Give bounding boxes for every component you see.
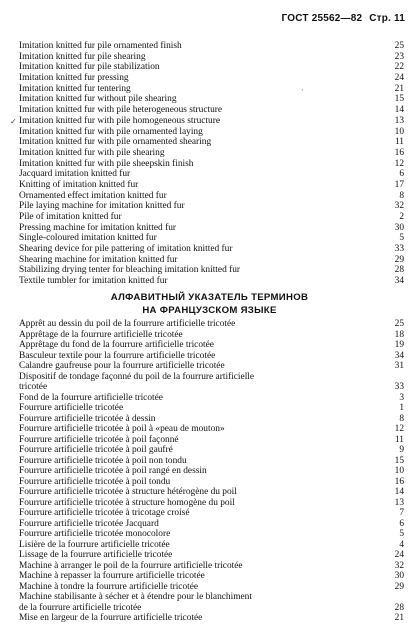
index-term: Machine stabilisante à sécher et à étendre pour le blanchiment	[19, 592, 252, 602]
index-term: Jacquard imitation knitted fur	[19, 169, 131, 180]
index-term: Shearing device for pile pattering of imitation knitted fur	[19, 244, 233, 255]
index-term: Imitation knitted fur with pile ornamented laying	[19, 126, 203, 137]
index-entry	[19, 476, 404, 488]
index-term: Fourrure artificielle tricotée Jacquard	[19, 518, 159, 529]
index-term: Imitation knitted fur pile stabilization	[19, 62, 160, 73]
term-number: 30	[394, 222, 404, 233]
index-entry	[19, 340, 404, 351]
index-entry	[19, 179, 404, 191]
term-number: 16	[394, 147, 404, 158]
french-index-title-line1: АЛФАВИТНЫЙ УКАЗАТЕЛЬ ТЕРМИНОВ	[110, 292, 309, 303]
term-number: 29	[394, 581, 404, 592]
index-entry	[19, 581, 404, 593]
index-term: Fourrure artificielle tricotée monocolore	[19, 529, 171, 539]
index-entry	[19, 265, 404, 276]
scan-speck: ✓	[10, 117, 17, 126]
index-entry	[19, 254, 404, 266]
index-entry	[19, 222, 404, 234]
index-term: Fourrure artificielle tricotée à poil à «peau de mouton»	[19, 424, 225, 434]
index-entry	[19, 613, 404, 624]
index-term: Imitation knitted fur with pile homogeneous structure	[19, 115, 220, 126]
index-term: Fourrure artificielle tricotée à poil tondu	[19, 476, 171, 487]
term-number: 15	[394, 455, 404, 466]
index-term: Fourrure artificielle tricotée à poil gaufré	[19, 445, 173, 455]
index-term: Imitation knitted fur tentering	[19, 83, 131, 94]
index-entry	[19, 382, 404, 393]
page-header	[282, 13, 405, 24]
term-number: 32	[394, 560, 404, 571]
term-number: 23	[394, 51, 404, 62]
term-number: 29	[394, 254, 404, 265]
index-entry	[19, 466, 404, 477]
index-entry	[19, 41, 404, 52]
index-entry	[19, 497, 404, 509]
index-term: Pile of imitation knitted fur	[19, 212, 122, 222]
index-term: Imitation knitted fur pressing	[19, 73, 129, 84]
index-entry	[19, 455, 404, 467]
term-number: 32	[394, 201, 404, 212]
term-number: 10	[394, 126, 404, 137]
term-number: 3	[399, 392, 404, 403]
term-number: 15	[394, 94, 404, 105]
index-term: Imitation knitted fur pile ornamented finish	[19, 41, 182, 51]
index-term: Apprêtage du fond de la fourrure artificielle tricotée	[19, 340, 214, 350]
term-number: 8	[399, 190, 404, 201]
index-term: tricotée	[19, 382, 48, 392]
index-entry	[19, 147, 404, 159]
index-entry	[19, 244, 404, 255]
index-term: Machine à repasser la fourrure artificielle tricotée	[19, 571, 205, 581]
index-entry	[19, 403, 404, 414]
index-entry	[19, 372, 391, 383]
index-term: Fourrure artificielle tricotée à structure homogène du poil	[19, 497, 235, 508]
index-term: Pile laying machine for imitation knitted fur	[19, 201, 185, 212]
term-number: 9	[399, 445, 404, 455]
term-number: 12	[394, 158, 404, 169]
term-number: 19	[394, 340, 404, 350]
index-term: Fourrure artificielle tricotée à poil rangé en dessin	[19, 466, 207, 476]
term-number: 22	[394, 62, 404, 73]
french-term-list	[19, 319, 404, 624]
index-term: Fourrure artificielle tricotée	[19, 403, 124, 413]
page-number: Стр. 11	[369, 13, 405, 24]
term-number: 6	[399, 518, 404, 529]
term-number: 1	[399, 403, 404, 413]
index-entry	[19, 201, 404, 212]
term-number: 34	[394, 276, 404, 287]
index-entry	[19, 434, 404, 446]
term-number: 2	[399, 212, 404, 222]
index-entry	[19, 158, 404, 170]
index-entry	[19, 361, 404, 372]
term-number: 18	[394, 329, 404, 340]
index-term: Machine à tondre la fourrure artificielle tricotée	[19, 581, 199, 592]
term-number: 21	[394, 83, 404, 94]
index-entry	[19, 319, 404, 330]
index-entry	[19, 508, 404, 519]
index-term: Fourrure artificielle tricotée à poil non tondu	[19, 455, 187, 466]
index-entry	[19, 424, 404, 435]
index-entry	[19, 212, 404, 223]
term-number: 6	[399, 169, 404, 180]
index-term: de la fourrure artificielle tricotée	[19, 602, 142, 613]
index-entry	[19, 137, 404, 148]
index-term: Fond de la fourrure artificielle tricotée	[19, 392, 163, 403]
index-entry	[19, 62, 404, 73]
index-term: Fourrure artificielle tricotée à tricotage croisé	[19, 508, 190, 518]
scan-speck: ·	[301, 86, 304, 95]
term-number: 24	[394, 73, 404, 84]
term-number: 13	[394, 497, 404, 508]
index-term: Imitation knitted fur pile shearing	[19, 51, 146, 62]
index-entry	[19, 169, 404, 180]
index-entry	[19, 126, 404, 138]
index-term: Imitation knitted fur with pile shearing	[19, 147, 165, 158]
index-term: Fourrure artificielle tricotée à poil façonné	[19, 434, 179, 445]
term-number: 11	[394, 137, 404, 148]
index-term: Ornamented effect imitation knitted fur	[19, 190, 167, 201]
term-number: 24	[394, 550, 404, 560]
standard-number: ГОСТ 25562—82	[281, 13, 363, 24]
index-term: Calandre gaufreuse pour la fourrure artificielle tricotée	[19, 361, 225, 371]
term-number: 17	[394, 179, 404, 190]
term-number: 12	[394, 424, 404, 434]
french-index-title-line2: НА ФРАНЦУЗСКОМ ЯЗЫКЕ	[142, 305, 277, 316]
term-number: 4	[399, 539, 404, 550]
index-entry	[19, 350, 404, 362]
index-entry	[19, 329, 404, 341]
index-entry	[19, 592, 391, 603]
index-entry	[19, 571, 404, 582]
index-entry	[19, 51, 404, 63]
term-number: 28	[394, 602, 404, 613]
term-number: 25	[394, 319, 404, 329]
index-entry	[19, 560, 404, 572]
index-term: Stabilizing drying tenter for bleaching imitation knitted fur	[19, 265, 241, 276]
index-entry	[19, 190, 404, 202]
index-entry	[19, 539, 404, 551]
french-index-title	[0, 291, 419, 317]
term-number: 10	[394, 466, 404, 476]
index-term: Shearing machine for imitation knitted fur	[19, 254, 178, 265]
index-term: Imitation knitted fur with pile sheepskin finish	[19, 158, 194, 169]
term-number: 5	[399, 529, 404, 539]
index-entry	[19, 105, 404, 116]
index-term: Textile tumbler for imitation knitted fur	[19, 276, 168, 287]
term-number: 25	[394, 41, 404, 51]
term-number: 30	[394, 571, 404, 581]
index-entry	[19, 602, 404, 614]
index-term: Mise en largeur de la fourrure artificielle tricotée	[19, 613, 203, 623]
term-number: 21	[394, 613, 404, 623]
index-term: Knitting of imitation knitted fur	[19, 179, 139, 190]
term-number: 33	[394, 382, 404, 392]
index-entry	[19, 83, 404, 95]
term-number: 34	[394, 350, 404, 361]
index-entry	[19, 115, 404, 127]
index-entry	[19, 276, 404, 287]
index-term: Imitation knitted fur with pile ornamented shearing	[19, 137, 212, 148]
index-entry	[19, 550, 404, 561]
index-term: Fourrure artificielle tricotée à structure hétérogène du poil	[19, 487, 237, 497]
index-term: Imitation knitted fur with pile heterogeneous structure	[19, 105, 223, 116]
index-term: Basculeur textile pour la fourrure artificielle tricotée	[19, 350, 216, 361]
index-term: Fourrure artificielle tricotée à dessin	[19, 413, 156, 424]
term-number: 11	[394, 434, 404, 445]
index-term: Apprêtage de la fourrure artificielle tricotée	[19, 329, 183, 340]
index-entry	[19, 73, 404, 84]
term-number: 14	[394, 487, 404, 497]
term-number: 13	[394, 115, 404, 126]
term-number: 8	[399, 413, 404, 424]
index-term: Machine à arranger le poil de la fourrure artificielle tricotée	[19, 560, 243, 571]
index-entry	[19, 529, 404, 540]
index-entry	[19, 233, 404, 244]
index-term: Apprêt au dessin du poil de la fourrure artificielle tricotée	[19, 319, 236, 329]
term-number: 33	[394, 244, 404, 255]
term-number: 28	[394, 265, 404, 276]
term-number: 31	[394, 361, 404, 371]
index-entry	[19, 518, 404, 530]
term-number: 16	[394, 476, 404, 487]
index-entry	[19, 445, 404, 456]
index-term: Dispositif de tondage façonné du poil de la fourrure artificielle	[19, 371, 255, 382]
index-term: Lissage de la fourrure artificielle tricotée	[19, 550, 173, 560]
index-term: Single-coloured imitation knitted fur	[19, 233, 157, 244]
term-number: 14	[394, 105, 404, 116]
index-term: Lisière de la fourrure artificielle tricotée	[19, 539, 170, 550]
index-term: Pressing machine for imitation knitted fur	[19, 222, 176, 233]
index-entry	[19, 487, 404, 498]
term-number: 7	[399, 508, 404, 518]
term-number: 5	[399, 233, 404, 244]
index-entry	[19, 413, 404, 425]
index-term: Imitation knitted fur without pile shearing	[19, 94, 177, 105]
index-entry	[19, 392, 404, 404]
index-entry	[19, 94, 404, 105]
english-term-list	[19, 41, 404, 287]
